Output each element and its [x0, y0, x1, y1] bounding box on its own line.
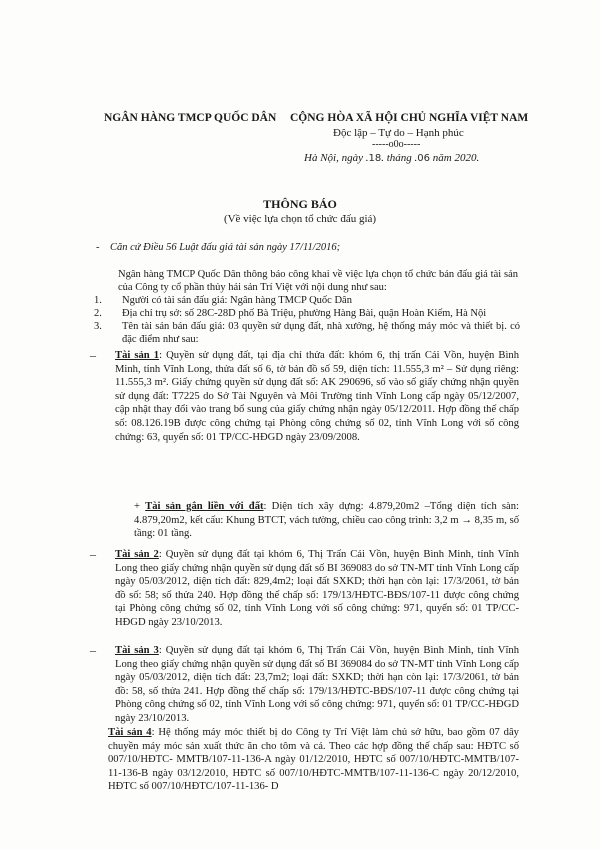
attached-plus: +	[134, 501, 146, 512]
item-text: Tên tài sản bán đấu giá: 03 quyền sử dụng đất, nhà xưởng, hệ thống máy móc và thiết bị. có đặc điểm như sau:	[122, 321, 520, 345]
asset-4-text: : Hệ thống máy móc thiết bị do Công ty Trí Việt làm chủ sở hữu, bao gồm 07 dây chuyền máy móc sản xuất thức ăn cho tôm và cá. Theo các hợp đồng thế chấp sau: HĐTC số 007/10/HĐTC- MMTB/107-11-136-A ngày 01/12/2010, HĐTC số 007/10/HĐTC-MMTB/107-11-136-B ngày 03/12/2010, HĐTC số 007/10/HĐTC-MMTB/107-11-136-C ngày 20/12/2010, HĐTC số 007/10/HĐTC/107-11-136- D	[108, 727, 519, 793]
list-item	[90, 294, 520, 307]
asset-1-label: Tài sản 1	[115, 350, 160, 361]
asset-3-dash: –	[90, 643, 96, 657]
asset-1-attached	[134, 500, 519, 541]
notice-subtitle: (Về việc lựa chọn tổ chức đấu giá)	[223, 213, 377, 225]
date-month: 06	[417, 153, 431, 164]
item-text: Người có tài sản đấu giá: Ngân hàng TMCP Quốc Dân	[122, 295, 352, 306]
nation-title: CỘNG HÒA XÃ HỘI CHỦ NGHĨA VIỆT NAM	[290, 112, 529, 124]
dateline: Hà Nội, ngày .18. tháng .06 năm 2020.	[304, 152, 480, 164]
attached-label: Tài sản gắn liền với đất	[145, 501, 264, 512]
notice-title: THÔNG BÁO	[263, 197, 337, 211]
basis-dash: -	[96, 242, 100, 253]
asset-2-label: Tài sản 2	[115, 549, 159, 560]
asset-3-text: : Quyền sử dụng đất tại khóm 6, Thị Trấn Cái Vồn, huyện Bình Minh, tỉnh Vĩnh Long theo giấy chứng nhận quyền sử dụng đất số BI 369084 do sở TN-MT tỉnh Vĩnh Long cấp ngày 05/03/2012, diện tích đất: 23,7m2; loại đất: SXKD; thời hạn còn lại: 17/3/2061, tờ bản đồ: 58, số thửa 241. Hợp đồng thế chấp số: 179/13/HĐTC-BĐS/107-11 được công chứng tại Phòng công chứng số 02, tỉnh Vĩnh Long với số công chứng: 971, quyển số: 01 TP/CC-HĐGD ngày 23/10/2013.	[115, 645, 519, 724]
item-number: 2.	[94, 308, 102, 319]
asset-3-label: Tài sản 3	[115, 645, 159, 656]
date-year: năm 2020.	[432, 152, 480, 164]
national-motto: Độc lập – Tự do – Hạnh phúc	[333, 127, 464, 139]
asset-2-text: : Quyền sử dụng đất tại khóm 6, Thị Trấn Cái Vồn, huyện Bình Minh, tỉnh Vĩnh Long theo giấy chứng nhận quyền sử dụng đất số BI 369083 do sở TN-MT tỉnh Vĩnh Long cấp ngày 05/03/2012, diện tích đất: 829,4m2; loại đất SXKD; thời hạn còn lại: 17/3/2061, tờ bản đồ số: 58; số thửa 240. Hợp đồng thế chấp số: 179/13/HĐTC-BĐS/107-11 được công chứng tại Phòng công chứng số 02, tỉnh Vĩnh Long với số công chứng: 971, quyển số: 01 TP/CC-HĐGD ngày 23/10/2013.	[115, 549, 519, 628]
asset-1-paragraph	[115, 349, 519, 444]
asset-1-text: : Quyền sử dụng đất, tại địa chỉ thửa đất: khóm 6, thị trấn Cái Vồn, huyện Bình Minh, tỉnh Vĩnh Long, thửa đất số 6, tờ bản đồ số 59, diện tích: 11.555,3 m² – Sử dụng riêng: 11.555,3 m². Giấy chứng quyền sử dụng đất số: AK 290696, số vào số giấy chứng nhận quyền sử dụng đất: T7225 do Sở Tài Nguyên và Môi Trường tỉnh Vĩnh Long cấp ngày 05/12/2007, cập nhật thay đổi vào trang bổ sung của giấy chứng nhận ngày 05/12/2011. Hợp đồng thế chấp số: 08.126.19B được công chứng tại Phòng công chứng số 02, tỉnh Vĩnh Long với số công chứng: 63, quyển số: 01 TP/CC-HĐGD ngày 23/09/2008.	[115, 350, 520, 443]
asset-4-label: Tài sản 4	[108, 727, 152, 738]
item-number: 3.	[94, 321, 102, 332]
date-prefix: Hà Nội, ngày	[304, 152, 363, 164]
asset-2-paragraph	[115, 548, 519, 630]
item-number: 1.	[94, 295, 102, 306]
intro-paragraph: Ngân hàng TMCP Quốc Dân thông báo công khai về việc lựa chọn tổ chức bán đấu giá tài sản của Công ty cổ phần thủy hải sản Trí Việt với nội dung như sau:	[118, 269, 518, 293]
asset-1-dash: –	[90, 348, 96, 362]
info-list	[90, 294, 520, 346]
item-text: Địa chỉ trụ sở: số 28C-28D phố Bà Triệu, phường Hàng Bài, quận Hoàn Kiếm, Hà Nội	[122, 308, 487, 319]
list-item	[90, 320, 520, 346]
attached-text: : Diện tích xây dựng: 4.879,20m2 –Tổng diện tích sàn: 4.879,20m2, kết cấu: Khung BTCT, vách tường, chiều cao công trình: 3,2 m → 8,35 m, số tầng: 01 tầng.	[134, 501, 519, 540]
bank-name: NGÂN HÀNG TMCP QUỐC DÂN	[104, 112, 277, 124]
legal-basis: Căn cứ Điều 56 Luật đấu giá tài sản ngày 17/11/2016;	[110, 242, 341, 253]
date-month-word: tháng	[386, 152, 412, 164]
list-item	[90, 307, 520, 320]
asset-3-paragraph	[115, 644, 519, 726]
asset-2-dash: –	[90, 547, 96, 561]
asset-4-paragraph	[108, 726, 519, 794]
header-divider: -----o0o-----	[372, 139, 421, 150]
date-day: 18	[368, 153, 382, 164]
